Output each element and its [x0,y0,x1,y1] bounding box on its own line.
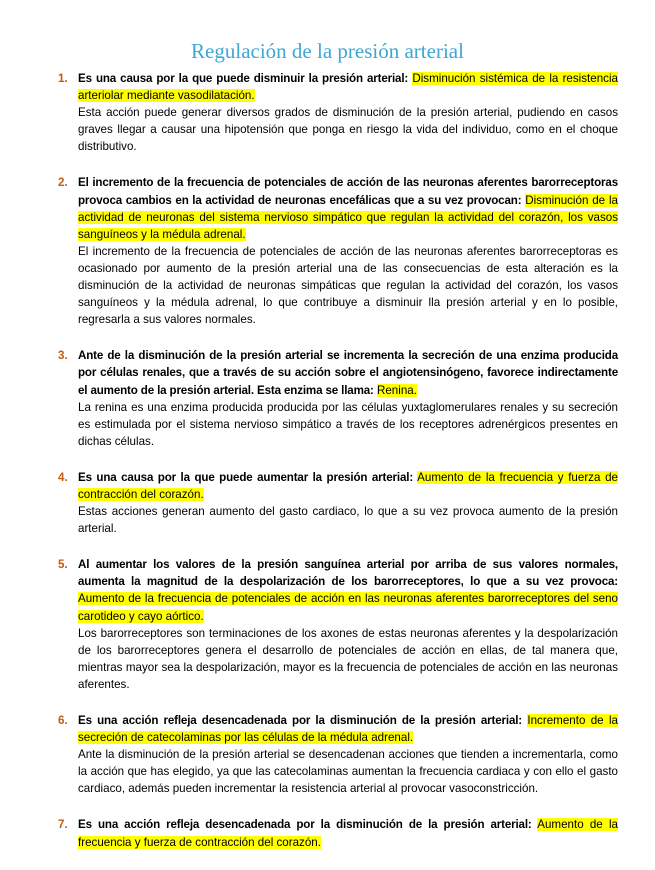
item-number: 3. [58,349,68,363]
item-question: Ante de la disminución de la presión arterial se incrementa la secreción de una enzima producida por células renales, que a través de su acción sobre el angiotensinógeno, favorece indirectamente el aumento de la presión arterial. Esta enzima se llama: [78,349,618,397]
list-item [58,556,618,693]
item-question: Al aumentar los valores de la presión sanguínea arterial por arriba de sus valores normales, aumenta la magnitud de la despolarización de los barorreceptores, lo que a su vez provoca: [78,558,618,589]
list-item [58,469,618,537]
item-explanation: El incremento de la frecuencia de potenciales de acción de las neuronas aferentes barorreceptoras es ocasionado por aumento de la presión arterial una de las consecuencias de esta alteración es la disminución de la actividad de neuronas simpáticas que regulan la actividad del corazón, los vasos sanguíneos y la médula adrenal, lo que contribuye a disminuir lla presión arterial y en lo posible, regresarla a sus valores normales. [78,244,618,327]
item-number: 2. [58,176,68,190]
list-item [58,712,618,797]
list-item [58,816,618,850]
item-answer-highlight: Aumento de la frecuencia y fuerza de contracción del corazón. [78,818,618,849]
item-number: 1. [58,72,68,85]
item-question: Es una acción refleja desencadenada por la disminución de la presión arterial: [78,818,532,832]
item-answer-highlight: Aumento de la frecuencia de potenciales de acción en las neuronas aferentes barorreceptores del seno carotideo y cayo aórtico. [78,592,618,623]
item-question: Es una causa por la que puede aumentar la presión arterial: [78,470,414,484]
item-question: El incremento de la frecuencia de potenciales de acción de las neuronas aferentes barorreceptoras provoca cambios en la actividad de neuronas encefálicas que a su vez provocan: [78,176,618,207]
item-answer-highlight: Disminución sistémica de la resistencia arteriolar mediante vasodilatación. [78,72,618,103]
item-answer-highlight: Incremento de la secreción de catecolaminas por las células de la médula adrenal. [78,714,619,745]
item-explanation: Esta acción puede generar diversos grados de disminución de la presión arterial, pudiendo en casos graves llegar a causar una hipotensión que ponga en riesgo la vida del individuo, como en el choque distributivo. [78,106,618,154]
list-item [58,70,618,155]
item-explanation: Los barorreceptores son terminaciones de los axones de estas neuronas aferentes y la despolarización de los barorreceptores genera el desarrollo de potenciales de acción en ellas, de tal manera que, mientras mayor sea la despolarización, mayor es la frecuencia de potenciales de acción en las neuronas aferentes. [78,626,618,691]
item-number: 6. [58,714,68,727]
page-title: Regulación de la presión arterial [191,39,464,63]
item-question: Es una acción refleja desencadenada por la disminución de la presión arterial: [78,714,523,727]
item-answer-highlight: Renina. [376,383,417,397]
item-number: 4. [58,470,68,484]
item-answer-highlight: Disminución de la actividad de neuronas del sistema nervioso simpático que regulan la actividad del corazón, los vasos sanguíneos y la médula adrenal. [78,193,618,241]
item-explanation: Ante la disminución de la presión arterial se desencadenan acciones que tienden a incrementarla, como la acción que has elegido, ya que las catecolaminas aumentan la frecuencia cardiaca y con ello el gasto cardiaco, además pueden incrementar la resistencia arterial al provocar vasoconstricción. [78,748,618,796]
list-item [58,174,618,328]
question-list [58,70,618,870]
item-explanation: Estas acciones generan aumento del gasto cardiaco, lo que a su vez provoca aumento de la presión arterial. [78,505,618,536]
item-question: Es una causa por la que puede disminuir la presión arterial: [78,72,409,85]
item-answer-highlight: Aumento de la frecuencia y fuerza de contracción del corazón. [78,470,619,501]
item-explanation: La renina es una enzima producida producida por las células yuxtaglomerulares renales y su secreción es estimulada por el sistema nervioso simpático a través de los receptores adrenérgicos presentes en dichas células. [78,400,618,448]
item-number: 5. [58,558,68,572]
list-item [58,347,618,450]
item-number: 7. [58,818,68,832]
